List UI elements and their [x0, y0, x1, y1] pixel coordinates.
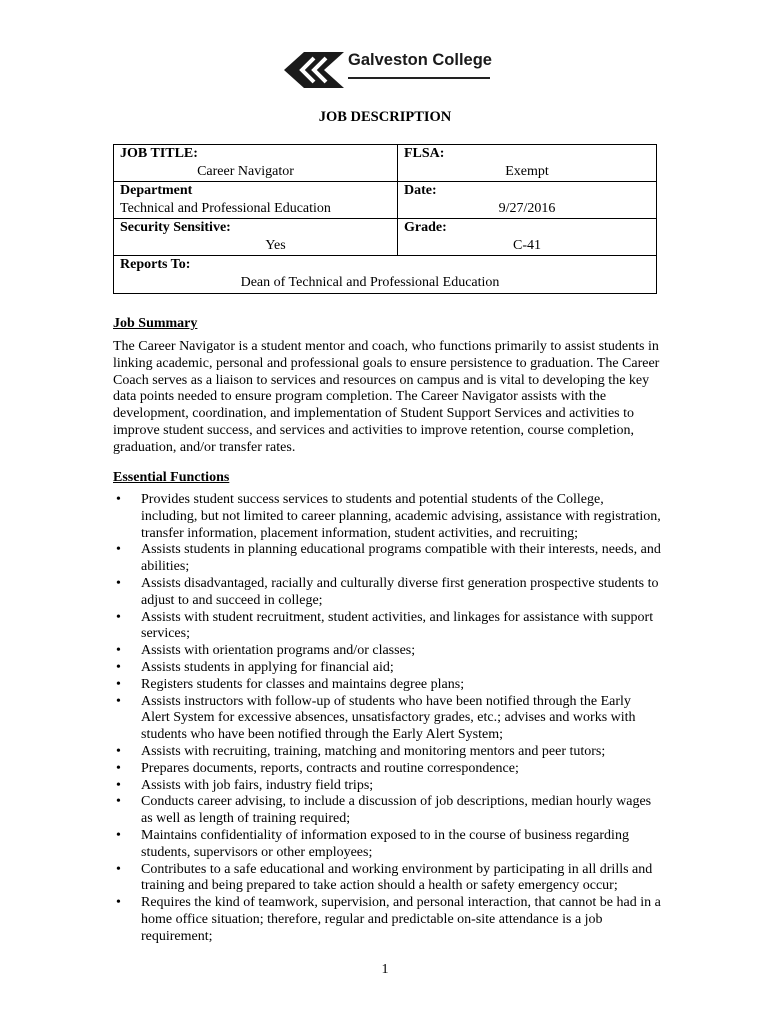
grade-cell — [398, 219, 657, 256]
date-value: 9/27/2016 — [498, 201, 556, 216]
list-item — [113, 778, 661, 795]
job-summary-heading: Job Summary — [113, 316, 198, 331]
list-item-text: Assists with job fairs, industry field trips; — [141, 777, 374, 793]
list-item — [113, 895, 661, 945]
flsa-label: FLSA: — [404, 146, 445, 161]
list-item — [113, 660, 661, 677]
list-item — [113, 542, 661, 576]
bullet-icon: • — [116, 676, 121, 692]
list-item-text: Assists instructors with follow-up of students who have been notified through the Early Alert System for excessive absences, unsatisfactory grades, etc.; advises and works with students who have been notified through the Early Alert System; — [141, 693, 636, 743]
logo-text: Galveston College — [348, 51, 492, 69]
reports-cell — [114, 256, 657, 294]
list-item-text: Assists students in applying for financial aid; — [141, 659, 394, 675]
list-item-text: Maintains confidentiality of information exposed to in the course of business regarding students, supervisors or other employees; — [141, 827, 629, 860]
bullet-icon: • — [116, 643, 121, 659]
reports-label: Reports To: — [120, 257, 191, 272]
flsa-cell — [398, 145, 657, 182]
list-item-text: Registers students for classes and maintains degree plans; — [141, 676, 465, 692]
list-item — [113, 694, 661, 744]
chevron-logo-icon — [280, 44, 350, 104]
list-item — [113, 828, 661, 862]
reports-value: Dean of Technical and Professional Education — [240, 275, 500, 290]
bullet-icon: • — [116, 609, 121, 625]
bullet-icon: • — [116, 777, 121, 793]
date-cell — [398, 182, 657, 219]
bullet-icon: • — [116, 794, 121, 810]
grade-label: Grade: — [404, 220, 447, 235]
bullet-icon: • — [116, 659, 121, 675]
list-item-text: Assists with orientation programs and/or classes; — [141, 643, 416, 659]
college-logo — [280, 44, 500, 104]
essential-functions-heading: Essential Functions — [113, 470, 230, 485]
job-title-label: JOB TITLE: — [120, 146, 198, 161]
list-item — [113, 643, 661, 660]
list-item-text: Provides student success services to students and potential students of the College, including, but not limited to career planning, academic advising, assistance with registration, transfer information, placement information, student activities, and recruiting; — [141, 492, 661, 541]
list-item-text: Conducts career advising, to include a discussion of job descriptions, median hourly wages as well as length of training required; — [141, 794, 652, 827]
bullet-icon: • — [116, 492, 121, 507]
job-title-cell — [114, 145, 398, 182]
list-item — [113, 794, 661, 828]
table-row — [114, 219, 657, 256]
list-item-text: Assists disadvantaged, racially and culturally diverse first generation prospective students to adjust to and succeed in college; — [141, 575, 659, 608]
table-row — [114, 182, 657, 219]
job-summary-text: The Career Navigator is a student mentor and coach, who functions primarily to assist students in linking academic, personal and professional goals to ensure persistence to graduation. The Career Coach serves as a liaison to services and resources on campus and is vital to developing the key data points needed to ensure program completion. The Career Navigator assists with the development, coordination, and implementation of Student Support Services and activities to improve student success, and services and activities to improve retention, course completion, graduation, and/or transfer rates. — [113, 339, 660, 455]
bullet-icon: • — [116, 575, 121, 591]
bullet-icon: • — [116, 895, 121, 911]
security-value: Yes — [265, 238, 286, 253]
department-label: Department — [120, 183, 193, 198]
document-title: JOB DESCRIPTION — [318, 109, 452, 125]
job-info-table — [113, 144, 657, 294]
list-item-text: Assists students in planning educational programs compatible with their interests, needs, and abilities; — [141, 542, 661, 575]
list-item — [113, 862, 661, 896]
flsa-value: Exempt — [505, 164, 549, 179]
table-row — [114, 256, 657, 294]
job-title-value: Career Navigator — [197, 164, 294, 179]
department-value: Technical and Professional Education — [120, 201, 331, 216]
security-cell — [114, 219, 398, 256]
list-item — [113, 492, 661, 542]
table-row — [114, 145, 657, 182]
list-item-text: Assists with recruiting, training, matching and monitoring mentors and peer tutors; — [141, 743, 606, 759]
list-item-text: Prepares documents, reports, contracts and routine correspondence; — [141, 760, 519, 776]
list-item-text: Requires the kind of teamwork, supervision, and personal interaction, that cannot be had in a home office situation; therefore, regular and predictable on-site attendance is a job requirement; — [141, 895, 661, 944]
logo-rule — [348, 77, 490, 79]
bullet-icon: • — [116, 743, 121, 759]
bullet-icon: • — [116, 693, 121, 709]
bullet-icon: • — [116, 827, 121, 843]
list-item-text: Assists with student recruitment, student activities, and linkages for assistance with support services; — [141, 609, 654, 642]
bullet-icon: • — [116, 861, 121, 877]
list-item — [113, 761, 661, 778]
list-item — [113, 677, 661, 694]
essential-functions-list — [113, 492, 661, 946]
list-item — [113, 744, 661, 761]
bullet-icon: • — [116, 760, 121, 776]
list-item — [113, 610, 661, 644]
date-label: Date: — [404, 183, 437, 198]
bullet-icon: • — [116, 542, 121, 558]
list-item-text: Contributes to a safe educational and working environment by participating in all drills and training and being prepared to take action should a health or safety emergency occur; — [141, 861, 653, 894]
department-cell — [114, 182, 398, 219]
security-label: Security Sensitive: — [120, 220, 231, 235]
list-item — [113, 576, 661, 610]
page-number: 1 — [381, 962, 389, 977]
grade-value: C-41 — [513, 238, 541, 253]
